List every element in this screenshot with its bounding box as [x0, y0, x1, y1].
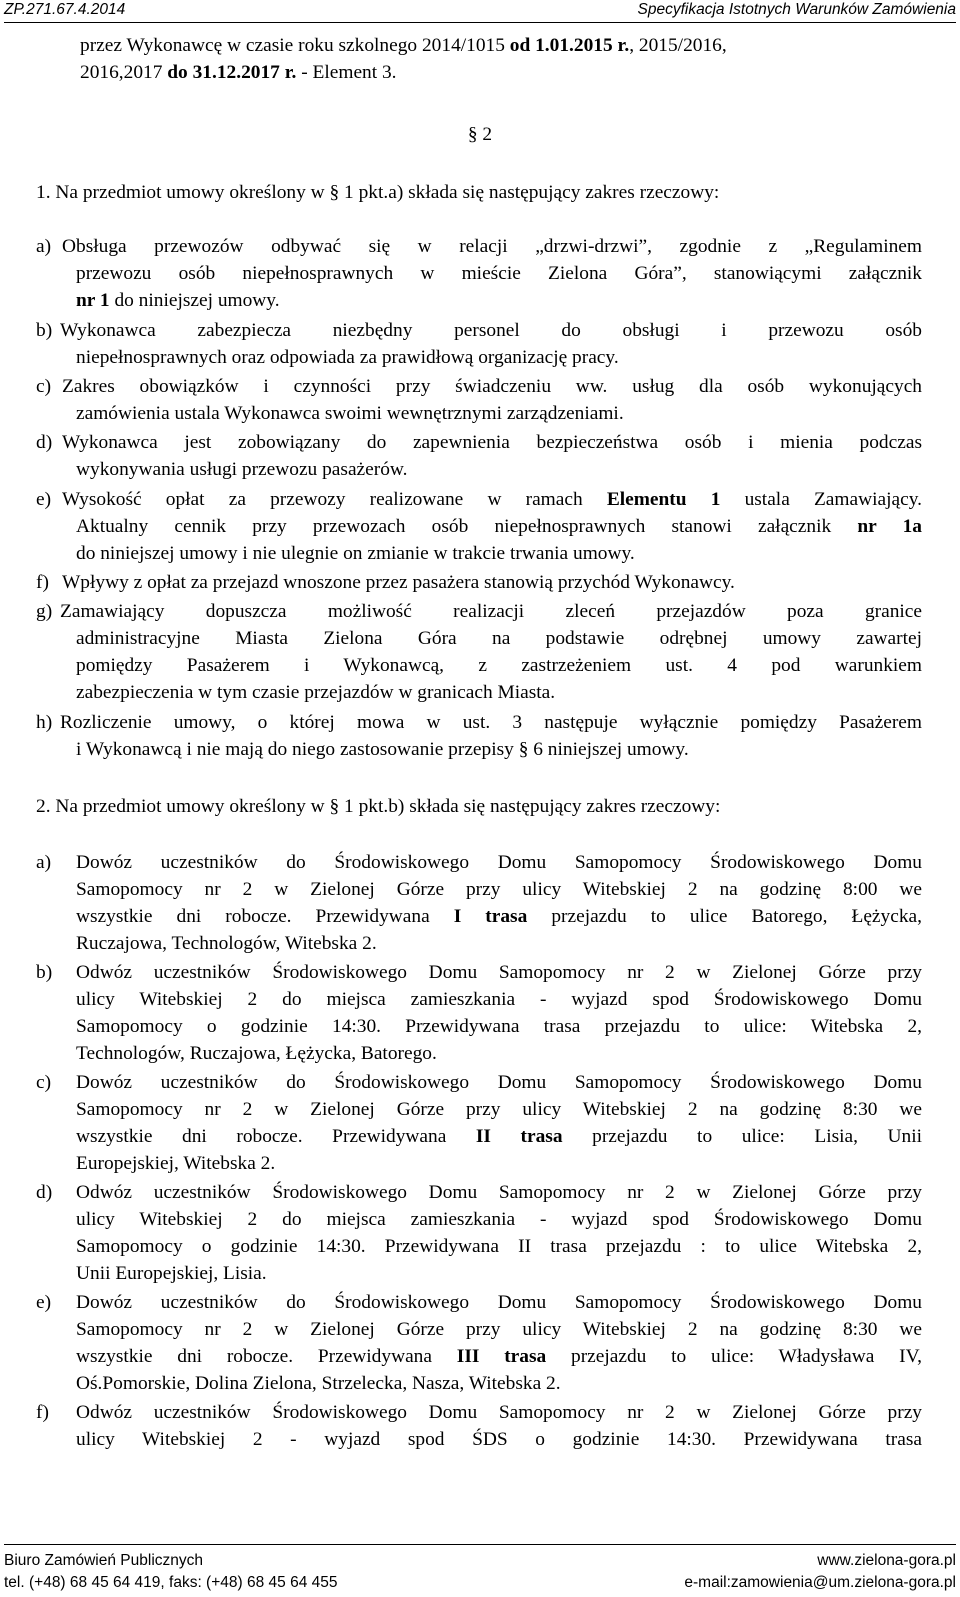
footer-phone-fax: tel. (+48) 68 45 64 419, faks: (+48) 68 45 64 455	[4, 1574, 338, 1591]
point-2-b-line: ulicy Witebskiej 2 do miejsca zamieszkania - wyjazd spod Środowiskowego Domu	[76, 989, 922, 1010]
point-1-e-line: Aktualny cennik przy przewozach osób niepełnosprawnych stanowi załącznik nr 1a	[76, 516, 923, 537]
point-2-e-line: Samopomocy nr 2 w Zielonej Górze przy ulicy Witebskiej 2 na godzinę 8:30 we	[76, 1319, 922, 1340]
page-footer	[4, 1544, 956, 1597]
footer-office-name: Biuro Zamówień Publicznych	[4, 1552, 204, 1569]
point-1-h-label: h)	[36, 712, 53, 733]
point-2-c-line: Europejskiej, Witebska 2.	[76, 1153, 276, 1174]
point-2-d-line: Unii Europejskiej, Lisia.	[76, 1263, 267, 1284]
point-1-a-line: przewozu osób niepełnosprawnych w mieście Zielona Góra”, stanowiącymi załącznik	[76, 263, 922, 284]
point-2-a-line: wszystkie dni robocze. Przewidywana I trasa przejazdu to ulice Batorego, Łężycka,	[76, 906, 922, 927]
footer-email: e-mail:zamowienia@um.zielona-gora.pl	[684, 1574, 956, 1591]
point-1-c-line: Zakres obowiązków i czynności przy świadczeniu ww. usług dla osób wykonujących	[62, 376, 922, 397]
point-2-a-label: a)	[36, 852, 52, 873]
point-2-a-line: Dowóz uczestników do Środowiskowego Domu Samopomocy Środowiskowego Domu	[76, 852, 922, 873]
page-header	[4, 0, 956, 23]
point-2-a-line: Samopomocy nr 2 w Zielonej Górze przy ulicy Witebskiej 2 na godzinę 8:00 we	[76, 879, 922, 900]
point-2-d-line: Samopomocy o godzinie 14:30. Przewidywana II trasa przejazdu : to ulice Witebska 2,	[76, 1236, 922, 1257]
point-1-g-line: pomiędzy Pasażerem i Wykonawcą, z zastrzeżeniem ust. 4 pod warunkiem	[76, 655, 922, 676]
point-2-b-label: b)	[36, 962, 53, 983]
point-2-f-label: f)	[36, 1402, 49, 1423]
point-2-c-label: c)	[36, 1072, 52, 1093]
point-1-c-label: c)	[36, 376, 52, 397]
point-1-g-line: Zamawiający dopuszcza możliwość realizacji zleceń przejazdów poza granice	[60, 601, 922, 622]
document-reference: ZP.271.67.4.2014	[4, 1, 126, 18]
point-1-e-line: do niniejszej umowy i nie ulegnie on zmianie w trakcie trwania umowy.	[76, 543, 635, 564]
point-2-f-line: ulicy Witebskiej 2 - wyjazd spod ŚDS o godzinie 14:30. Przewidywana trasa	[76, 1429, 922, 1450]
point-1-d-line: Wykonawca jest zobowiązany do zapewnienia bezpieczeństwa osób i mienia podczas	[62, 432, 922, 453]
point-1-a-label: a)	[36, 236, 52, 257]
point-1-a-line: nr 1 do niniejszej umowy.	[76, 290, 280, 311]
point-1-heading: 1. Na przedmiot umowy określony w § 1 pkt.a) składa się następujący zakres rzeczowy:	[36, 182, 720, 203]
point-1-b-line: Wykonawca zabezpiecza niezbędny personel do obsługi i przewozu osób	[60, 320, 922, 341]
point-2-d-label: d)	[36, 1182, 53, 1203]
point-1-g-line: zabezpieczenia w tym czasie przejazdów w granicach Miasta.	[76, 682, 556, 703]
point-2-f-line: Odwóz uczestników Środowiskowego Domu Samopomocy nr 2 w Zielonej Górze przy	[76, 1402, 922, 1423]
point-2-b-line: Technologów, Ruczajowa, Łężycka, Batorego.	[76, 1043, 437, 1064]
point-2-c-line: Samopomocy nr 2 w Zielonej Górze przy ulicy Witebskiej 2 na godzinę 8:30 we	[76, 1099, 922, 1120]
point-1-c-line: zamówienia ustala Wykonawca swoimi wewnętrznymi zarządzeniami.	[76, 403, 624, 424]
point-2-c-line: wszystkie dni robocze. Przewidywana II trasa przejazdu to ulice: Lisia, Unii	[76, 1126, 923, 1147]
point-2-b-line: Odwóz uczestników Środowiskowego Domu Samopomocy nr 2 w Zielonej Górze przy	[76, 962, 922, 983]
point-1-e-line: Wysokość opłat za przewozy realizowane w ramach Elementu 1 ustala Zamawiający.	[62, 489, 922, 510]
section-heading: § 2	[467, 124, 493, 145]
document-title: Specyfikacja Istotnych Warunków Zamówienia	[637, 1, 956, 18]
point-1-b-label: b)	[36, 320, 53, 341]
point-1-f-label: f)	[36, 572, 49, 593]
point-1-a-line: Obsługa przewozów odbywać się w relacji „drzwi-drzwi”, zgodnie z „Regulaminem	[62, 236, 922, 257]
point-2-d-line: ulicy Witebskiej 2 do miejsca zamieszkania - wyjazd spod Środowiskowego Domu	[76, 1209, 922, 1230]
point-2-e-label: e)	[36, 1292, 52, 1313]
point-2-b-line: Samopomocy o godzinie 14:30. Przewidywana trasa przejazdu to ulice: Witebska 2,	[76, 1016, 922, 1037]
point-2-e-line: Oś.Pomorskie, Dolina Zielona, Strzelecka, Nasza, Witebska 2.	[76, 1373, 561, 1394]
footer-website: www.zielona-gora.pl	[817, 1552, 956, 1569]
point-1-g-label: g)	[36, 601, 53, 622]
intro-line-1: przez Wykonawcę w czasie roku szkolnego 2014/1015 od 1.01.2015 r., 2015/2016,	[80, 35, 727, 56]
intro-line-2: 2016,2017 do 31.12.2017 r. - Element 3.	[80, 62, 397, 83]
point-1-f-line: Wpływy z opłat za przejazd wnoszone przez pasażera stanowią przychód Wykonawcy.	[62, 572, 735, 593]
point-2-e-line: wszystkie dni robocze. Przewidywana III trasa przejazdu to ulice: Władysława IV,	[76, 1346, 922, 1367]
point-1-b-line: niepełnosprawnych oraz odpowiada za prawidłową organizację pracy.	[76, 347, 619, 368]
point-2-a-line: Ruczajowa, Technologów, Witebska 2.	[76, 933, 377, 954]
point-2-heading: 2. Na przedmiot umowy określony w § 1 pkt.b) składa się następujący zakres rzeczowy:	[36, 796, 721, 817]
point-1-d-label: d)	[36, 432, 53, 453]
point-1-g-line: administracyjne Miasta Zielona Góra na podstawie odrębnej umowy zawartej	[76, 628, 922, 649]
point-1-h-line: i Wykonawcą i nie mają do niego zastosowanie przepisy § 6 niniejszej umowy.	[76, 739, 689, 760]
point-2-e-line: Dowóz uczestników do Środowiskowego Domu Samopomocy Środowiskowego Domu	[76, 1292, 922, 1313]
point-2-d-line: Odwóz uczestników Środowiskowego Domu Samopomocy nr 2 w Zielonej Górze przy	[76, 1182, 922, 1203]
point-1-d-line: wykonywania usługi przewozu pasażerów.	[76, 459, 408, 480]
point-2-c-line: Dowóz uczestników do Środowiskowego Domu Samopomocy Środowiskowego Domu	[76, 1072, 922, 1093]
point-1-h-line: Rozliczenie umowy, o której mowa w ust. 3 następuje wyłącznie pomiędzy Pasażerem	[60, 712, 922, 733]
point-1-e-label: e)	[36, 489, 52, 510]
